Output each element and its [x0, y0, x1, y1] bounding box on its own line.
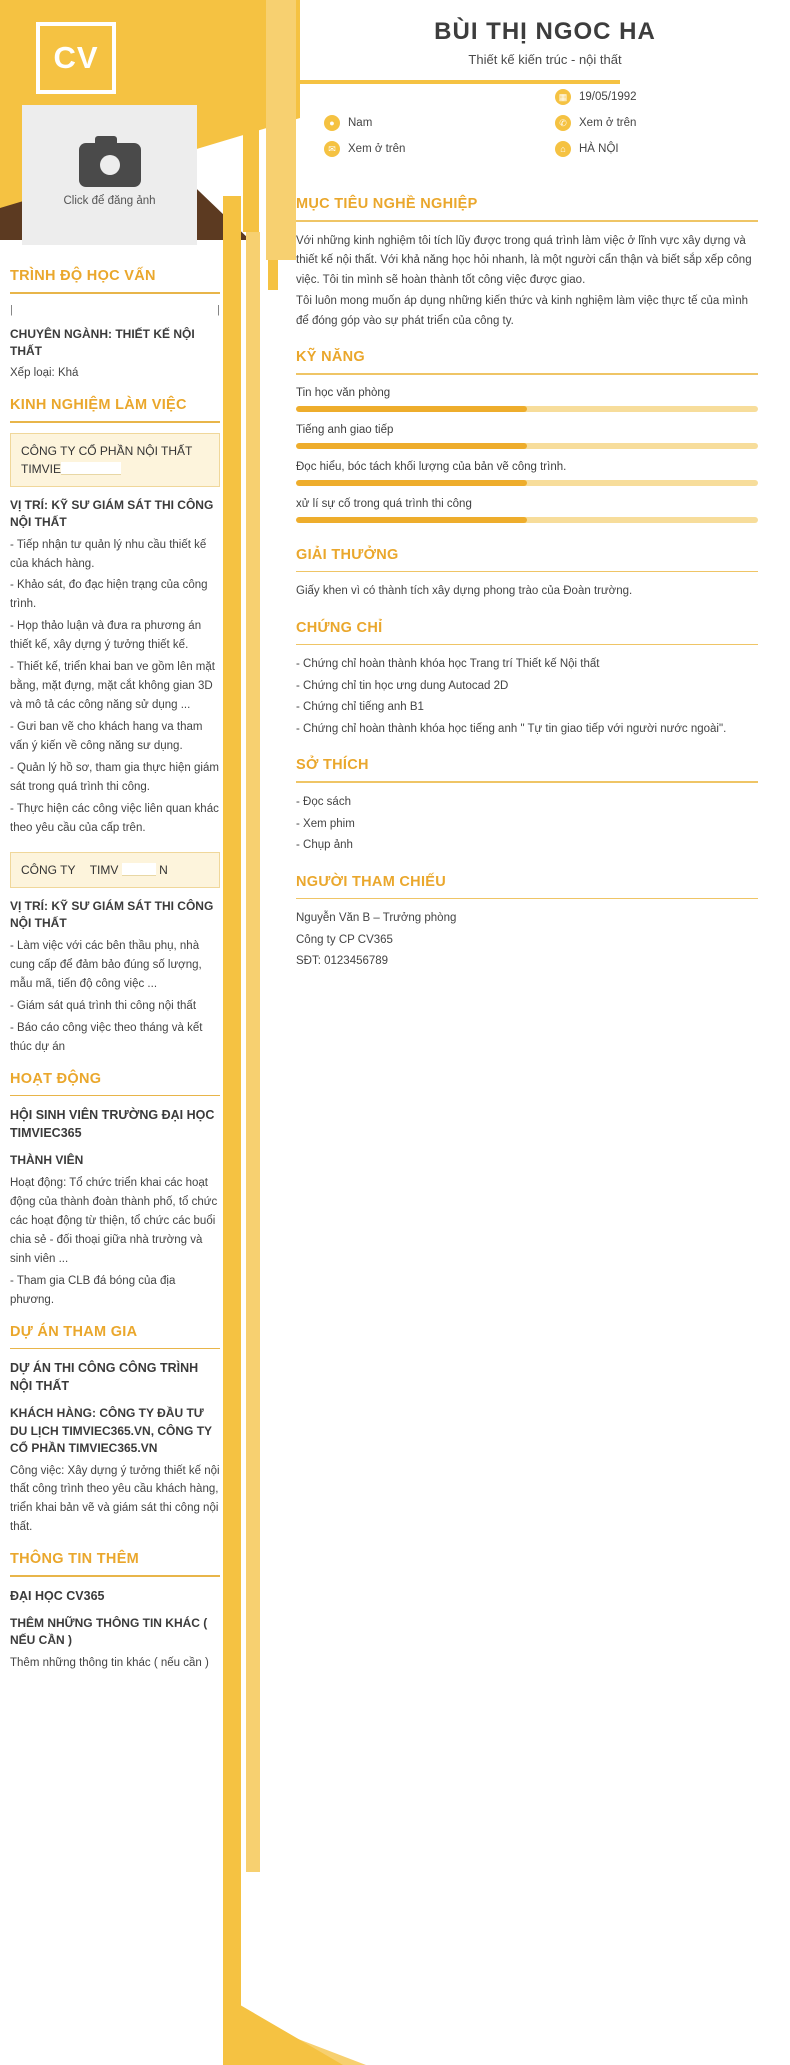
- divider-more-info: [10, 1575, 220, 1577]
- experience-duty: - Gưi ban vẽ cho khách hang va tham vấn ý kiến về công năng sư dụng.: [10, 721, 203, 753]
- skill-bar-fill: [296, 480, 527, 486]
- divider-experience: [10, 421, 220, 423]
- section-title-certificates: CHỨNG CHỈ: [296, 619, 383, 636]
- mail-icon: ✉: [324, 141, 340, 157]
- decor-bar-b: [266, 0, 296, 260]
- skill-bar-fill: [296, 443, 527, 449]
- project-name: DỰ ÁN THI CÔNG CÔNG TRÌNH NỘI THẤT: [10, 1361, 199, 1394]
- section-awards: [296, 547, 758, 602]
- activities-desc: Hoạt động: Tổ chức triển khai các hoạt động của thành đoàn thành phố, tổ chức các hoạt động từ thiện, tổ chức các buổi chia sẻ - đối thoại giữa nhà trường và sinh viên ...: [10, 1176, 218, 1265]
- more-note: Thêm những thông tin khác ( nếu cần ): [10, 1656, 209, 1669]
- contact-address[interactable]: [555, 141, 770, 157]
- contact-email-label: Xem ở trên: [348, 143, 406, 155]
- location-icon: ⌂: [555, 141, 571, 157]
- skill-label: Tiếng anh giao tiếp: [296, 423, 394, 436]
- awards-text: Giấy khen vì có thành tích xây dựng phong trào của Đoàn trường.: [296, 585, 633, 598]
- divider-activities: [10, 1095, 220, 1097]
- hobby-item: - Đọc sách: [296, 795, 351, 808]
- page-title: BÙI THỊ NGOC HA: [434, 18, 656, 45]
- certificate-item: - Chứng chỉ hoàn thành khóa học Trang trí Thiết kế Nội thất: [296, 658, 600, 671]
- section-activities: [10, 1071, 220, 1310]
- section-education: [10, 268, 220, 383]
- skill-bar-fill: [296, 517, 527, 523]
- job-title: Thiết kế kiến trúc - nội thất: [468, 52, 622, 67]
- divider-projects: [10, 1348, 220, 1350]
- section-more-info: [10, 1551, 220, 1672]
- section-title-projects: DỰ ÁN THAM GIA: [10, 1323, 138, 1340]
- phone-icon: ✆: [555, 115, 571, 131]
- experience-duty: - Làm việc với các bên thầu phụ, nhà cung cấp để đảm bảo đúng số lượng, mẫu mã, tiến độ công việc ...: [10, 939, 202, 990]
- education-date-row[interactable]: [10, 304, 220, 316]
- left-column: [10, 268, 220, 1687]
- section-skills: [296, 349, 758, 523]
- skill-label: Tin học văn phòng: [296, 386, 391, 399]
- experience-company-2-prefix: CÔNG TY: [21, 863, 76, 878]
- experience-duty: - Thực hiện các công việc liên quan khác theo yêu cầu của cấp trên.: [10, 803, 219, 835]
- cv-logo-badge: CV: [36, 22, 116, 94]
- experience-duty: - Tiếp nhận tư quản lý nhu cầu thiết kế của khách hàng.: [10, 538, 207, 570]
- photo-upload-label: Click để đăng ảnh: [63, 195, 156, 207]
- experience-company-1-input[interactable]: [10, 433, 220, 487]
- education-rank: Xếp loại: Khá: [10, 367, 79, 380]
- experience-company-2-input[interactable]: [10, 852, 220, 888]
- contact-birthday[interactable]: [555, 89, 770, 105]
- reference-list: [296, 909, 758, 972]
- skill-bar[interactable]: [296, 406, 758, 412]
- education-date-end: |: [217, 303, 220, 316]
- more-school: ĐẠI HỌC CV365: [10, 1588, 105, 1603]
- objective-paragraph: Tôi luôn mong muốn áp dụng những kiến thức và kinh nghiệm làm việc thực tế của mình để đóng góp vào sự phát triển của công ty.: [296, 295, 749, 327]
- experience-company-2-suffix: N: [159, 863, 168, 878]
- reference-line: SĐT: 0123456789: [296, 955, 389, 968]
- decor-bar-d: [246, 232, 260, 1872]
- certificate-item: - Chứng chỉ tin học ưng dung Autocad 2D: [296, 679, 509, 692]
- section-projects: [10, 1324, 220, 1538]
- project-client: KHÁCH HÀNG: CÔNG TY ĐẦU TƯ DU LỊCH TIMVIEC365.VN, CÔNG TY CỔ PHẦN TIMVIEC365.VN: [10, 1406, 212, 1456]
- skill-bar[interactable]: [296, 443, 758, 449]
- contact-address-label: HÀ NỘI: [579, 143, 619, 155]
- experience-duty: - Giám sát quá trình thi công nội thất: [10, 999, 197, 1012]
- certificate-item: - Chứng chỉ tiếng anh B1: [296, 701, 424, 714]
- photo-upload-box[interactable]: [22, 105, 197, 245]
- experience-duty: - Quản lý hồ sơ, tham gia thực hiện giám sát trong quá trình thi công.: [10, 762, 219, 794]
- contact-grid: [320, 89, 770, 157]
- divider-education: [10, 292, 220, 294]
- experience-company-1-line2: TIMVIE: [21, 461, 62, 476]
- hobby-item: - Xem phim: [296, 817, 355, 830]
- section-certificates: [296, 620, 758, 740]
- section-title-hobbies: SỞ THÍCH: [296, 757, 369, 774]
- activities-extra: - Tham gia CLB đá bóng của địa phương.: [10, 1274, 176, 1306]
- section-title-objective: MỤC TIÊU NGHỀ NGHIỆP: [296, 196, 478, 212]
- objective-paragraph: Với những kinh nghiệm tôi tích lũy được trong quá trình làm việc ở lĩnh vực xây dựng và thiết kế nội thất. Với khả năng học hỏi nhanh, là một người cẩn thận và biết sắp xếp công việc. Tôi tin mình sẽ hoàn thành tốt công việc được giao.: [296, 234, 752, 286]
- education-date-start: |: [10, 303, 13, 316]
- contact-phone[interactable]: [555, 115, 770, 131]
- hobbies-list: [296, 793, 758, 856]
- experience-duty: - Họp thảo luận và đưa ra phương án thiết kế, xây dựng ý tưởng thiết kế.: [10, 620, 202, 652]
- section-hobbies: [296, 757, 758, 855]
- experience-duty: - Báo cáo công việc theo tháng và kết thúc dự án: [10, 1021, 203, 1053]
- experience-position-1: VỊ TRÍ: KỸ SƯ GIÁM SÁT THI CÔNG NỘI THẤT: [10, 497, 214, 530]
- education-major: CHUYÊN NGÀNH: THIẾT KẾ NỘI THẤT: [10, 326, 195, 358]
- reference-line: Nguyễn Văn B – Trưởng phòng: [296, 912, 457, 925]
- contact-email[interactable]: [324, 141, 539, 157]
- section-title-skills: KỸ NĂNG: [296, 349, 365, 366]
- experience-duty: - Thiết kế, triển khai ban ve gồm lên mặt bằng, mặt đựng, mặt cắt không gian 3D và mô tả các công năng sử dụng ...: [10, 661, 215, 712]
- section-title-more-info: THÔNG TIN THÊM: [10, 1551, 140, 1568]
- decor-bottom-wedge: [223, 1995, 343, 2065]
- skill-label: Đọc hiểu, bóc tách khối lượng của bản vẽ công trình.: [296, 460, 567, 473]
- decor-bar-a: [243, 0, 259, 232]
- experience-company-1-blank[interactable]: [61, 462, 121, 475]
- divider-objective: [296, 220, 758, 222]
- experience-duty: - Khảo sát, đo đạc hiện trạng của công trình.: [10, 579, 208, 611]
- contact-phone-label: Xem ở trên: [579, 117, 637, 129]
- objective-text: [296, 232, 758, 332]
- section-title-experience: KINH NGHIỆM LÀM VIỆC: [10, 397, 187, 414]
- divider-skills: [296, 373, 758, 375]
- divider-awards: [296, 571, 758, 573]
- section-title-education: TRÌNH ĐỘ HỌC VẤN: [10, 268, 156, 284]
- section-title-awards: GIẢI THƯỞNG: [296, 546, 399, 563]
- divider-certificates: [296, 644, 758, 646]
- experience-position-2: VỊ TRÍ: KỸ SƯ GIÁM SÁT THI CÔNG NỘI THẤT: [10, 899, 214, 931]
- project-desc: Công việc: Xây dựng ý tưởng thiết kế nội thất công trình theo yêu cầu khách hàng, triển khai bản vẽ và giám sát thi công nội thất.: [10, 1464, 220, 1534]
- skill-bar[interactable]: [296, 517, 758, 523]
- reference-line: Công ty CP CV365: [296, 933, 393, 946]
- experience-company-2-mid: TIMV: [89, 863, 119, 878]
- activities-role: THÀNH VIÊN: [10, 1153, 84, 1168]
- skill-bar[interactable]: [296, 480, 758, 486]
- certificate-item: - Chứng chỉ hoàn thành khóa học tiếng anh " Tự tin giao tiếp với người nước ngoài".: [296, 722, 727, 735]
- contact-birthday-label: 19/05/1992: [579, 91, 637, 103]
- divider-hobbies: [296, 781, 758, 783]
- user-icon: ●: [324, 115, 340, 131]
- section-reference: [296, 874, 758, 972]
- decor-bar-e: [268, 260, 278, 290]
- experience-company-2-blank[interactable]: [122, 863, 156, 876]
- certificates-list: [296, 655, 758, 739]
- divider-reference: [296, 898, 758, 900]
- experience-company-1-line1: CÔNG TY CỔ PHẦN NỘI THẤT: [21, 443, 193, 458]
- header-block: [300, 0, 790, 157]
- skill-bar-fill: [296, 406, 527, 412]
- skill-label: xử lí sự cố trong quá trình thi công: [296, 497, 472, 510]
- decor-bar-c: [223, 196, 241, 2065]
- more-note-bold: THÊM NHỮNG THÔNG TIN KHÁC ( NẾU CẦN ): [10, 1616, 208, 1648]
- activities-org: HỘI SINH VIÊN TRƯỜNG ĐẠI HỌC TIMVIEC365: [10, 1108, 215, 1141]
- section-title-activities: HOẠT ĐỘNG: [10, 1070, 102, 1087]
- contact-gender-label: Nam: [348, 117, 373, 129]
- section-experience: [10, 397, 220, 1056]
- right-column: [296, 196, 776, 990]
- contact-gender[interactable]: [324, 115, 539, 131]
- section-objective: [296, 196, 758, 331]
- calendar-icon: ▦: [555, 89, 571, 105]
- hobby-item: - Chụp ảnh: [296, 839, 353, 852]
- camera-icon: [79, 143, 141, 187]
- section-title-reference: NGƯỜI THAM CHIẾU: [296, 873, 447, 890]
